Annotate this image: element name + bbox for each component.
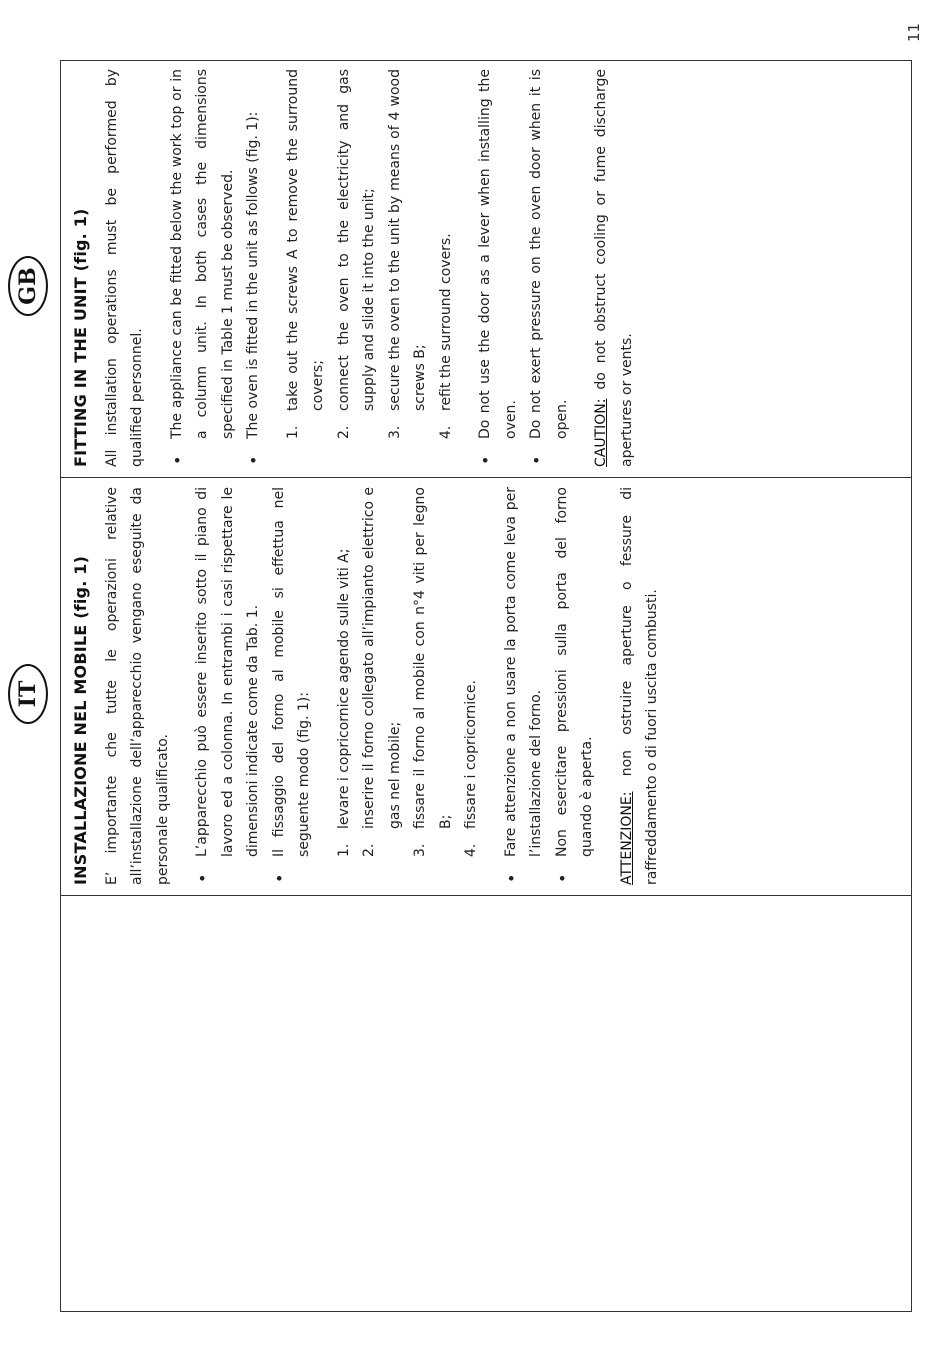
page-number: 11 (905, 22, 923, 42)
step-text: fissare il forno al mobile con n°4 viti per legno B; (412, 487, 454, 829)
step-text: secure the oven to the unit by means of 4 wood screws B; (386, 69, 428, 411)
bullet-item: • Il fissaggio del forno al mobile si effettua nel seguente modo (fig. 1): (267, 487, 318, 885)
step-text: fissare i copricornice. (463, 680, 479, 829)
warning-label: CAUTION: (593, 398, 609, 467)
step-text: levare i copricornice agendo sulle viti A; (335, 548, 352, 829)
italian-column (60, 479, 912, 895)
warning-text: do not obstruct cooling or fume discharge apertures or vents. (593, 69, 635, 467)
step-item (332, 69, 383, 467)
step-item (383, 69, 434, 467)
bullet-list (190, 487, 318, 885)
column-divider (60, 477, 912, 478)
steps-list (332, 487, 485, 885)
language-badge-it: IT (8, 664, 48, 724)
step-number: 1. (284, 425, 301, 439)
section-heading: INSTALLAZIONE NEL MOBILE (fig. 1) (71, 555, 90, 885)
step-number: 4. (463, 843, 479, 857)
step-item (408, 487, 459, 885)
step-text: connect the oven to the electricity and gas supply and slide it into the unit; (335, 69, 377, 411)
bullet-item: • The oven is fitted in the unit as follows (fig. 1): (241, 69, 267, 467)
step-number: 1. (335, 843, 352, 857)
step-number: 2. (335, 425, 352, 439)
step-item (281, 69, 332, 467)
step-text: refit the surround covers. (437, 233, 454, 411)
column-divider (60, 895, 912, 896)
warning-note (615, 487, 666, 885)
bullet-list (499, 487, 601, 885)
step-text: inserire il forno collegato all’impianto elettrico e gas nel mobile; (361, 487, 403, 829)
step-number: 4. (437, 425, 454, 439)
bullet-item: • L’apparecchio può essere inserito sotto il piano di lavoro ed a colonna. In entrambi i casi rispettare le dimensioni indicate come da Tab. 1. (190, 487, 267, 885)
step-text: take out the screws A to remove the surround covers; (284, 69, 326, 411)
step-item (459, 487, 485, 885)
step-number: 3. (386, 425, 403, 439)
language-badge-gb: GB (8, 256, 48, 316)
bullet-item: • Non esercitare pressioni sulla porta del forno quando è aperta. (550, 487, 601, 885)
section-heading: FITTING IN THE UNIT (fig. 1) (71, 208, 90, 467)
step-number: 3. (412, 843, 428, 857)
step-number: 2. (361, 843, 377, 857)
intro-paragraph: All installation operations must be performed by qualified personnel. (103, 69, 145, 467)
step-item (332, 487, 358, 885)
bullet-list (473, 69, 575, 467)
step-item (357, 487, 408, 885)
intro-paragraph: E’ importante che tutte le operazioni relative all’installazione dell’apparecchio vengano eseguite da personale qualificato. (103, 487, 171, 885)
steps-list (281, 69, 460, 467)
english-column (60, 61, 912, 477)
warning-text: non ostruire aperture o fessure di raffreddamento o di fuori uscita combusti. (618, 487, 660, 885)
bullet-item: • Fare attenzione a non usare la porta come leva per l’installazione del forno. (499, 487, 550, 885)
bullet-list (165, 69, 267, 467)
bullet-item: • Do not exert pressure on the oven door when it is open. (524, 69, 575, 467)
warning-note (589, 69, 640, 467)
step-item (434, 69, 460, 467)
bullet-item: • Do not use the door as a lever when installing the oven. (473, 69, 524, 467)
warning-label: ATTENZIONE: (618, 791, 635, 885)
bullet-item: • The appliance can be fitted below the work top or in a column unit. In both cases the dimensions specified in Table 1 must be observed. (165, 69, 242, 467)
